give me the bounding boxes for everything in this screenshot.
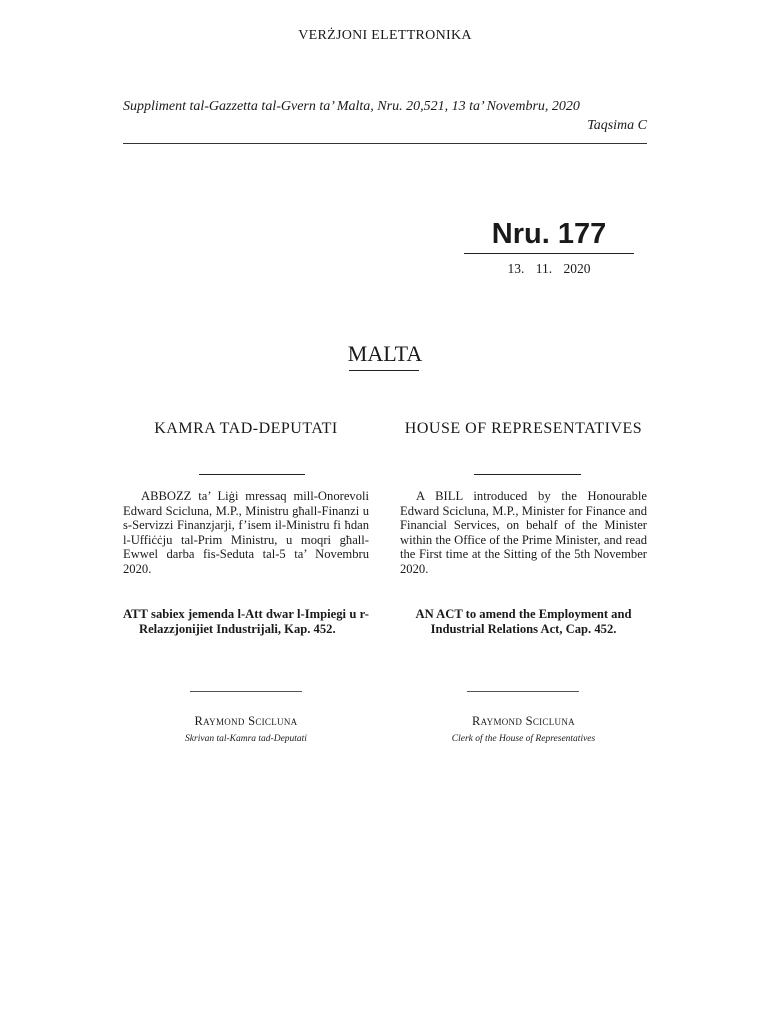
chamber-heading-english: HOUSE OF REPRESENTATIVES: [404, 420, 643, 437]
clerk-title-maltese: Skrivan tal-Kamra tad-Deputati: [185, 734, 307, 744]
bill-intro-english: A BILL introduced by the Honourable Edward Scicluna, M.P., Minister for Finance and Financial Services, on behalf of the Minister within the Office of the Prime Minister, and read the First time at the Sitting of the 5th November 2020.: [400, 489, 647, 576]
signature-rule-maltese: [190, 691, 302, 692]
country-title: MALTA: [347, 341, 423, 366]
bill-number: Nru. 177: [491, 218, 607, 250]
clerk-name-english: Raymond Scicluna: [472, 714, 575, 728]
signature-rule-english: [467, 691, 579, 692]
bill-number-underline: [464, 253, 634, 254]
column-divider-english: [474, 474, 581, 475]
column-divider-maltese: [199, 474, 305, 475]
gazette-supplement-line: Suppliment tal-Gazzetta tal-Gvern ta’ Malta, Nru. 20,521, 13 ta’ Novembru, 2020: [123, 99, 580, 114]
chamber-heading-maltese: KAMRA TAD-DEPUTATI: [154, 420, 338, 437]
edition-label: VERŻJONI ELETTRONIKA: [298, 28, 472, 43]
section-label: Taqsima C: [587, 118, 647, 133]
header-divider: [123, 143, 647, 144]
bill-intro-maltese: ABBOZZ ta’ Liġi mressaq mill-Onorevoli Edward Scicluna, M.P., Ministru għall-Finanzi u s-Servizzi Finanzjarji, f’isem il-Ministru fi ħdan l-Uffiċċju tal-Prim Ministru, u moqri għall-Ewwel darba fis-Seduta tal-5 ta’ Novembru 2020.: [123, 489, 369, 576]
publication-date: 13. 11. 2020: [507, 261, 591, 276]
act-title-maltese: ATT sabiex jemenda l-Att dwar l-Impiegi u r-Relazzjonijiet Industrijali, Kap. 452.: [123, 607, 369, 636]
clerk-title-english: Clerk of the House of Representatives: [451, 734, 596, 744]
clerk-name-maltese: Raymond Scicluna: [194, 714, 298, 728]
country-underline: [349, 370, 419, 371]
act-title-english: AN ACT to amend the Employment and Industrial Relations Act, Cap. 452.: [415, 607, 632, 636]
